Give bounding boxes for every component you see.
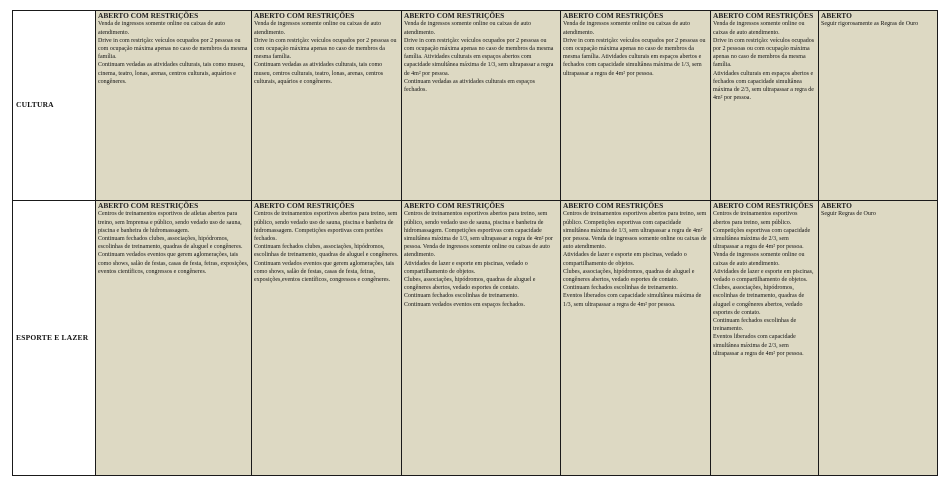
rule-text: Drive in com restrição: veículos ocupados por 2 pessoas ou com ocupação máxima apenas no caso de membros da mesma família. Atividades culturais em espaços abertos e fechados com capacidade simultânea máxima de 1/3, sem ultrapassar a regra de 4m² por pessoa. <box>563 37 706 77</box>
rule-text: Centros de treinamentos esportivos abertos para treino, sem público. Competições esportivas com capacidade simultânea máxima de 2/3, sem ultrapassar a regra de 4m² por pessoa. Venda de ingressos somente online ou caixas de auto atendimento. <box>713 211 811 267</box>
rule-text: Continuam fechados clubes, associações, hipódromos, escolinhas de treinamento, quadras de aluguel e congêneres. <box>254 244 399 259</box>
cultura-cell-1 <box>96 11 252 201</box>
cultura-cell-5 <box>711 11 819 201</box>
rule-text: Centros de treinamentos esportivos abertos para treino, sem público, sendo vedado uso de sauna, piscina e banheira de hidromassagem. Competições esportivas com portões fechados. <box>254 211 398 243</box>
rule-text: Centros de treinamentos esportivos abertos para treino, sem público, sendo vedado uso de sauna, piscina e banheira de hidromassagem. Competições esportivas com capacidade simultânea máxima de 1/3, sem ultrapassar a regra de 4m² por pessoa. Venda de ingressos somente online ou caixas de auto atendimento. <box>404 211 553 259</box>
cultura-cell-3 <box>402 11 561 201</box>
esporte-cell-3 <box>402 201 561 476</box>
rule-text: Venda de ingressos somente online ou caixas de auto atendimento. <box>563 21 690 36</box>
rule-text: Drive in com restrição: veículos ocupados por 2 pessoas ou com ocupação máxima apenas no caso de membros da mesma família. <box>254 37 397 61</box>
status-label: ABERTO COM RESTRIÇÕES <box>713 11 814 20</box>
rule-text: Continuam fechados escolinhas de treinamento. <box>563 285 678 292</box>
rule-text: Continuam fechados clubes, associações, hipódromos, escolinhas de treinamento, quadras de aluguel e congêneres. <box>98 236 243 251</box>
rule-text: Drive in com restrição: veículos ocupados por 2 pessoas ou com ocupação máxima apenas no caso de membros da mesma família. <box>98 37 248 61</box>
status-label: ABERTO COM RESTRIÇÕES <box>404 11 505 20</box>
status-label: ABERTO COM RESTRIÇÕES <box>563 11 664 20</box>
rule-text: Continuam fechados escolinhas de treinamento. <box>404 293 519 300</box>
rule-text: Clubes, associações, hipódromos, quadras de aluguel e congêneres abertos, vedado esportes de contato. <box>563 268 695 284</box>
status-label: ABERTO COM RESTRIÇÕES <box>254 201 355 210</box>
rule-text: Atividades culturais em espaços abertos e fechados com capacidade simultânea máxima de 2/3, sem ultrapassar a regra de 4m² por pessoa. <box>713 70 814 102</box>
status-label: ABERTO COM RESTRIÇÕES <box>404 201 505 210</box>
esporte-cell-1 <box>96 201 252 476</box>
rule-text: Clubes, associações, hipódromos, quadras de aluguel e congêneres abertos, vedado esportes de contato. <box>404 277 536 292</box>
table-row-cultura <box>13 11 938 201</box>
rule-text: Venda de ingressos somente online ou caixas de auto atendimento. <box>404 21 531 36</box>
rule-text: Drive in com restrição: veículos ocupados por 2 pessoas ou com ocupação máxima apenas no caso de membros da mesma família. Atividades culturais em espaços abertos com capacidade simultânea máxima de 1/3, sem ultrapassar a regra de 4m² por pessoa. <box>404 37 554 77</box>
cultura-cell-6 <box>819 11 938 201</box>
rule-text: Atividades de lazer e esporte em piscinas, vedado o compartilhamento de objetos. <box>404 260 528 275</box>
rule-text: Eventos liberados com capacidade simultânea máxima de 2/3, sem ultrapassar a regra de 4m² por pessoa. <box>713 334 804 357</box>
rule-text: Continuam vedados eventos em espaços fechados. <box>404 301 525 308</box>
rule-text: Continuam vedados eventos que gerem aglomerações, tais como shows, salão de festas, casas de festa, feiras, exposições,eventos científicos, congressos e congêneres. <box>254 260 395 284</box>
rule-text: Centros de treinamentos esportivos abertos para treino, sem público. Competições esportivas com capacidade simultânea máxima de 1/3, sem ultrapassar a regra de 4m² por pessoa. Venda de ingressos somente online ou caixas de auto atendimento. <box>563 211 707 251</box>
esporte-cell-2 <box>252 201 402 476</box>
rule-text: Drive in com restrição: veículos ocupados por 2 pessoas ou com ocupação máxima apenas no caso de membros da mesma família. <box>713 37 815 69</box>
status-label: ABERTO COM RESTRIÇÕES <box>563 201 664 210</box>
rule-text: Clubes, associações, hipódromos, escolinhas de treinamento, quadras de aluguel e congêneres abertos, vedado esportes de contato. <box>713 285 805 316</box>
status-label: ABERTO COM RESTRIÇÕES <box>254 11 355 20</box>
rule-text: Continuam vedadas as atividades culturais, tais como museu, cinema, teatro, lonas, arenas, centros culturais, aquários e congêneres. <box>98 62 245 85</box>
rule-text: Continuam fechados escolinhas de treinamento. <box>713 318 797 333</box>
rule-text: Continuam vedadas as atividades culturais em espaços fechados. <box>404 78 535 94</box>
row-label-cultura: CULTURA <box>13 11 96 201</box>
rule-text: Continuam vedadas as atividades culturais, tais como museu, centros culturais, teatro, lonas, arenas, centros culturais, aquários e congêneres. <box>254 62 384 85</box>
rule-text: Venda de ingressos somente online ou caixas de auto atendimento. <box>254 21 381 36</box>
rule-text: Seguir Regras de Ouro <box>821 211 876 218</box>
rule-text: Continuam vedados eventos que gerem aglomerações, tais como shows, salão de festas, casas de festa, feiras, exposições, eventos científicos, congressos e congêneres. <box>98 252 249 275</box>
rule-text: Venda de ingressos somente online ou caixas de auto atendimento. <box>713 21 805 36</box>
status-label: ABERTO <box>821 11 852 20</box>
row-label-esporte-lazer: ESPORTE E LAZER <box>13 201 96 476</box>
status-label: ABERTO <box>821 201 852 210</box>
esporte-cell-5 <box>711 201 819 476</box>
rule-text: Atividades de lazer e esporte em piscinas, vedado o compartilhamento de objetos. <box>713 268 814 284</box>
rule-text: Seguir rigorosamente as Regras de Ouro <box>821 21 919 28</box>
status-label: ABERTO COM RESTRIÇÕES <box>98 201 199 210</box>
cultura-cell-2 <box>252 11 402 201</box>
rule-text: Atividades de lazer e esporte em piscinas, vedado o compartilhamento de objetos. <box>563 252 687 267</box>
rule-text: Eventos liberados com capacidade simultânea máxima de 1/3, sem ultrapassar a regra de 4m² por pessoa. <box>563 293 702 308</box>
status-label: ABERTO COM RESTRIÇÕES <box>713 201 814 210</box>
status-label: ABERTO COM RESTRIÇÕES <box>98 11 199 20</box>
cultura-cell-4 <box>561 11 711 201</box>
rule-text: Centros de treinamentos esportivos de atletas abertos para treino, sem Imprensa e público, sendo vedado uso de sauna, piscina e banheira de hidromassagem. <box>98 211 242 234</box>
rule-text: Venda de ingressos somente online ou caixas de auto atendimento. <box>98 21 225 36</box>
esporte-cell-6 <box>819 201 938 476</box>
restrictions-table <box>12 10 938 476</box>
esporte-cell-4 <box>561 201 711 476</box>
table-row-esporte <box>13 201 938 476</box>
